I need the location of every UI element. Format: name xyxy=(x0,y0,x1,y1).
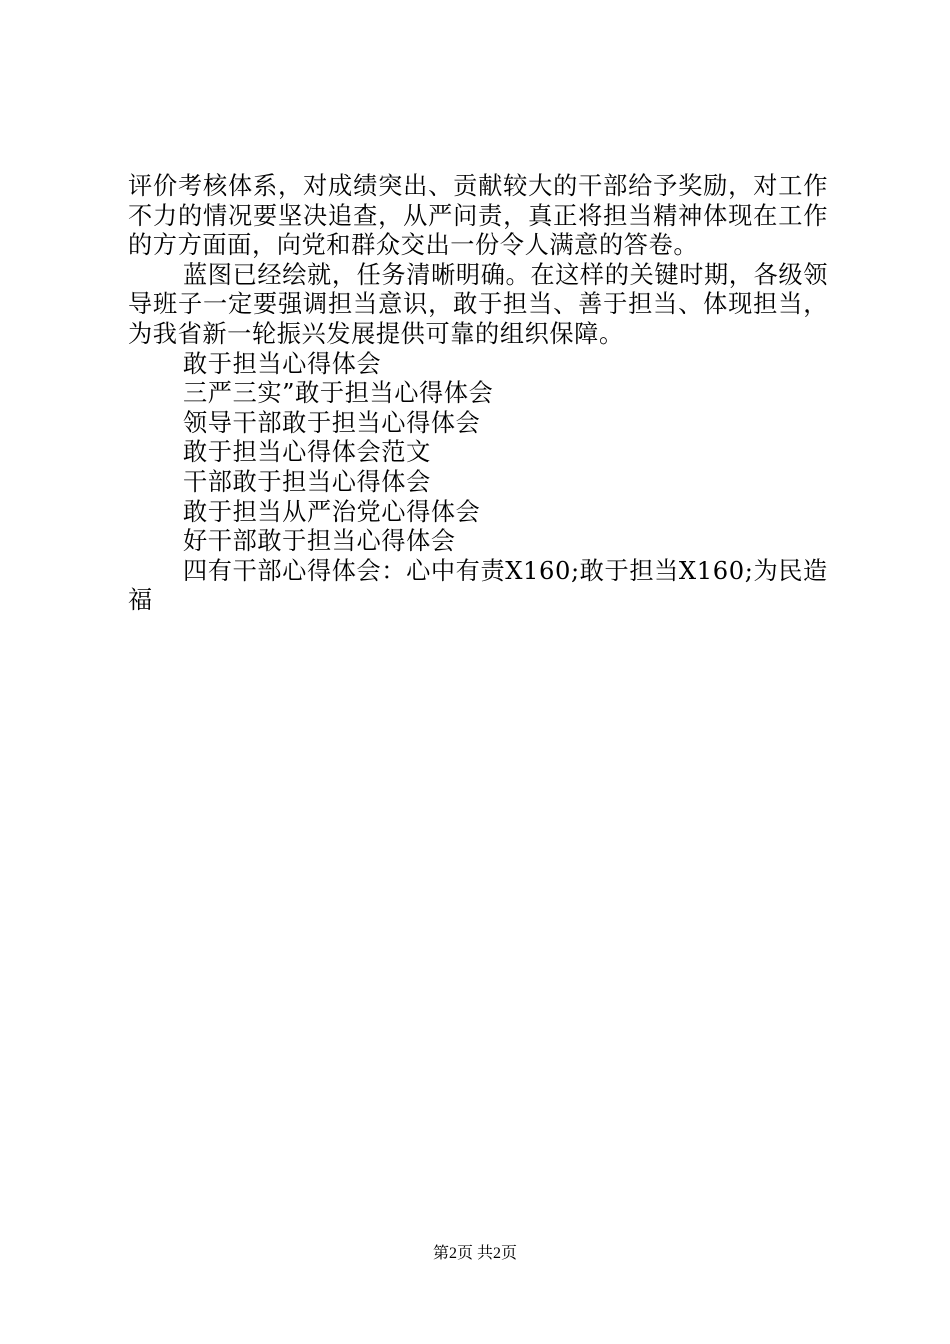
document-body xyxy=(128,172,828,616)
related-title-item: 敢于担当从严治党心得体会 xyxy=(183,497,481,526)
body-paragraph: 蓝图已经绘就，任务清晰明确。在这样的关键时期，各级领导班子一定要强调担当意识，敢于担当、善于担当、体现担当，为我省新一轮振兴发展提供可靠的组织保障。 xyxy=(128,260,828,348)
related-title-item: 干部敢于担当心得体会 xyxy=(183,467,431,496)
related-title-item: 三严三实”敢于担当心得体会 xyxy=(183,379,494,408)
related-title-item: 好干部敢于担当心得体会 xyxy=(183,527,456,556)
related-titles-list xyxy=(128,350,828,616)
body-paragraph: 评价考核体系，对成绩突出、贡献较大的干部给予奖励，对工作不力的情况要坚决追查，从严问责，真正将担当精神体现在工作的方方面面，向党和群众交出一份令人满意的答卷。 xyxy=(128,172,828,260)
related-title-item: 领导干部敢于担当心得体会 xyxy=(183,408,481,437)
page-number-footer: 第2页 共2页 xyxy=(432,1245,517,1262)
related-title-item: 四有干部心得体会：心中有责X160;敢于担当X160;为民造福 xyxy=(128,556,828,615)
related-title-item: 敢于担当心得体会范文 xyxy=(183,438,431,467)
related-title-item: 敢于担当心得体会 xyxy=(183,349,382,378)
